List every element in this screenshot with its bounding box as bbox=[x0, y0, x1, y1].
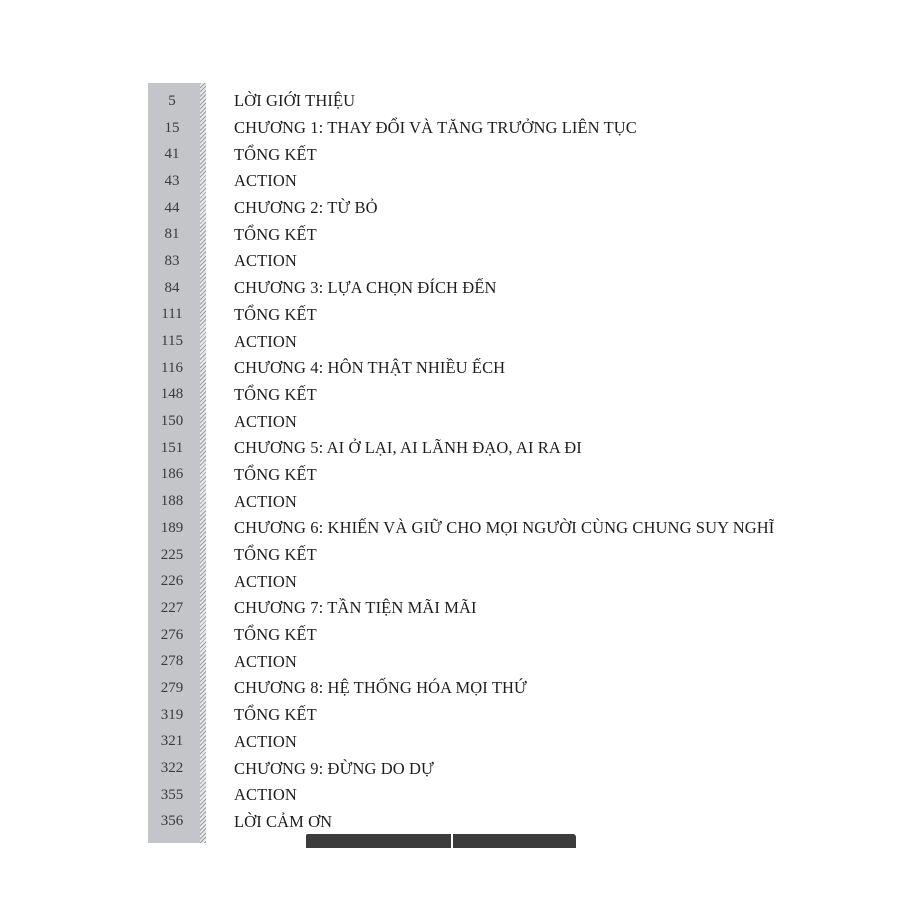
toc-entry-title: TỔNG KẾT bbox=[234, 144, 317, 164]
toc-entry[interactable] bbox=[148, 542, 774, 569]
toc-entry[interactable] bbox=[148, 782, 774, 809]
toc-entry[interactable] bbox=[148, 515, 774, 542]
toc-page-number: 84 bbox=[164, 279, 180, 296]
toc-page-number: 322 bbox=[160, 760, 184, 777]
toc-page-number: 15 bbox=[164, 119, 180, 136]
toc-entry[interactable] bbox=[148, 809, 774, 836]
toc-page-number: 150 bbox=[160, 413, 184, 430]
toc-page-number: 116 bbox=[161, 359, 183, 376]
toc-page-number: 355 bbox=[160, 786, 184, 803]
toc-entry-title: TỔNG KẾT bbox=[234, 384, 317, 404]
toc-entry[interactable] bbox=[148, 168, 774, 195]
toc-entry-title: ACTION bbox=[234, 491, 297, 511]
toc-entry-title: TỔNG KẾT bbox=[234, 625, 317, 645]
toc-page-number: 83 bbox=[164, 252, 180, 269]
toc-entry[interactable] bbox=[148, 622, 774, 649]
toc-entry[interactable] bbox=[148, 221, 774, 248]
toc-page-number: 148 bbox=[160, 386, 184, 403]
toc-entry-title: ACTION bbox=[234, 785, 297, 805]
toc-entry-title: CHƯƠNG 6: KHIẾN VÀ GIỮ CHO MỌI NGƯỜI CÙNG CHUNG SUY NGHĨ bbox=[234, 518, 775, 538]
toc-entry-title: CHƯƠNG 2: TỪ BỎ bbox=[234, 198, 378, 218]
toc-entry-title: ACTION bbox=[234, 171, 297, 191]
toc-entry[interactable] bbox=[148, 248, 774, 275]
toc-entry-title: LỜI CẢM ƠN bbox=[234, 811, 333, 831]
toc-entry-title: ACTION bbox=[234, 251, 297, 271]
toc-entry-title: CHƯƠNG 5: AI Ở LẠI, AI LÃNH ĐẠO, AI RA ĐI bbox=[234, 438, 582, 458]
toc-entry[interactable] bbox=[148, 275, 774, 302]
toc-page-number: 225 bbox=[160, 546, 184, 563]
toc-page-number: 111 bbox=[161, 306, 183, 323]
toc-entry-title: CHƯƠNG 4: HÔN THẬT NHIỀU ẾCH bbox=[234, 358, 506, 378]
toc-page-number: 188 bbox=[160, 493, 184, 510]
toc-page-number: 151 bbox=[160, 439, 184, 456]
toc-entry-title: TỔNG KẾT bbox=[234, 705, 317, 725]
toc-entry[interactable] bbox=[148, 729, 774, 756]
toc-entry[interactable] bbox=[148, 328, 774, 355]
toc-entry[interactable] bbox=[148, 408, 774, 435]
bottom-bar-segment bbox=[306, 834, 451, 848]
toc-entry-title: CHƯƠNG 7: TẦN TIỆN MÃI MÃI bbox=[234, 598, 477, 618]
toc-entry[interactable] bbox=[148, 462, 774, 489]
toc-entry-title: ACTION bbox=[234, 571, 297, 591]
toc-page-number: 189 bbox=[160, 519, 184, 536]
toc-entry-title: LỜI GIỚI THIỆU bbox=[234, 91, 356, 111]
toc-entry[interactable] bbox=[148, 568, 774, 595]
toc-page-number: 43 bbox=[164, 172, 180, 189]
toc-page-number: 186 bbox=[160, 466, 184, 483]
toc-entry[interactable] bbox=[148, 382, 774, 409]
toc-entry-title: CHƯƠNG 8: HỆ THỐNG HÓA MỌI THỨ bbox=[234, 678, 527, 698]
toc-page-number: 321 bbox=[160, 733, 184, 750]
bottom-bar bbox=[306, 834, 576, 848]
toc-entry-title: CHƯƠNG 9: ĐỪNG DO DỰ bbox=[234, 758, 434, 778]
toc-page-number: 81 bbox=[164, 226, 180, 243]
toc-entry[interactable] bbox=[148, 675, 774, 702]
toc-entry-title: TỔNG KẾT bbox=[234, 304, 317, 324]
toc-entry-title: TỔNG KẾT bbox=[234, 545, 317, 565]
toc-entry-title: ACTION bbox=[234, 651, 297, 671]
toc-entry[interactable] bbox=[148, 141, 774, 168]
toc-entry[interactable] bbox=[148, 648, 774, 675]
toc-entry[interactable] bbox=[148, 435, 774, 462]
toc-entry-title: CHƯƠNG 1: THAY ĐỔI VÀ TĂNG TRƯỞNG LIÊN TỤC bbox=[234, 118, 637, 138]
toc-page-number: 356 bbox=[160, 813, 184, 830]
toc-entry-title: ACTION bbox=[234, 331, 297, 351]
toc-page-number: 115 bbox=[161, 333, 183, 350]
toc-entry[interactable] bbox=[148, 302, 774, 329]
toc-entry[interactable] bbox=[148, 115, 774, 142]
toc-entry-title: ACTION bbox=[234, 411, 297, 431]
toc-entry[interactable] bbox=[148, 488, 774, 515]
toc-entry[interactable] bbox=[148, 755, 774, 782]
toc-entry[interactable] bbox=[148, 702, 774, 729]
table-of-contents bbox=[148, 88, 774, 835]
toc-page-number: 278 bbox=[160, 653, 184, 670]
toc-page-number: 44 bbox=[164, 199, 180, 216]
toc-entry-title: TỔNG KẾT bbox=[234, 464, 317, 484]
toc-entry[interactable] bbox=[148, 355, 774, 382]
toc-entry-title: ACTION bbox=[234, 731, 297, 751]
toc-page-number: 279 bbox=[160, 679, 184, 696]
toc-entry-title: CHƯƠNG 3: LỰA CHỌN ĐÍCH ĐẾN bbox=[234, 278, 497, 298]
toc-page-number: 5 bbox=[168, 92, 176, 109]
toc-page-number: 227 bbox=[160, 599, 184, 616]
toc-entry-title: TỔNG KẾT bbox=[234, 224, 317, 244]
toc-page-number: 319 bbox=[160, 706, 184, 723]
toc-entry[interactable] bbox=[148, 195, 774, 222]
bottom-bar-segment bbox=[453, 834, 576, 848]
toc-page-number: 226 bbox=[160, 573, 184, 590]
toc-entry[interactable] bbox=[148, 595, 774, 622]
toc-page-number: 41 bbox=[164, 146, 180, 163]
toc-page-number: 276 bbox=[160, 626, 184, 643]
toc-entry[interactable] bbox=[148, 88, 774, 115]
